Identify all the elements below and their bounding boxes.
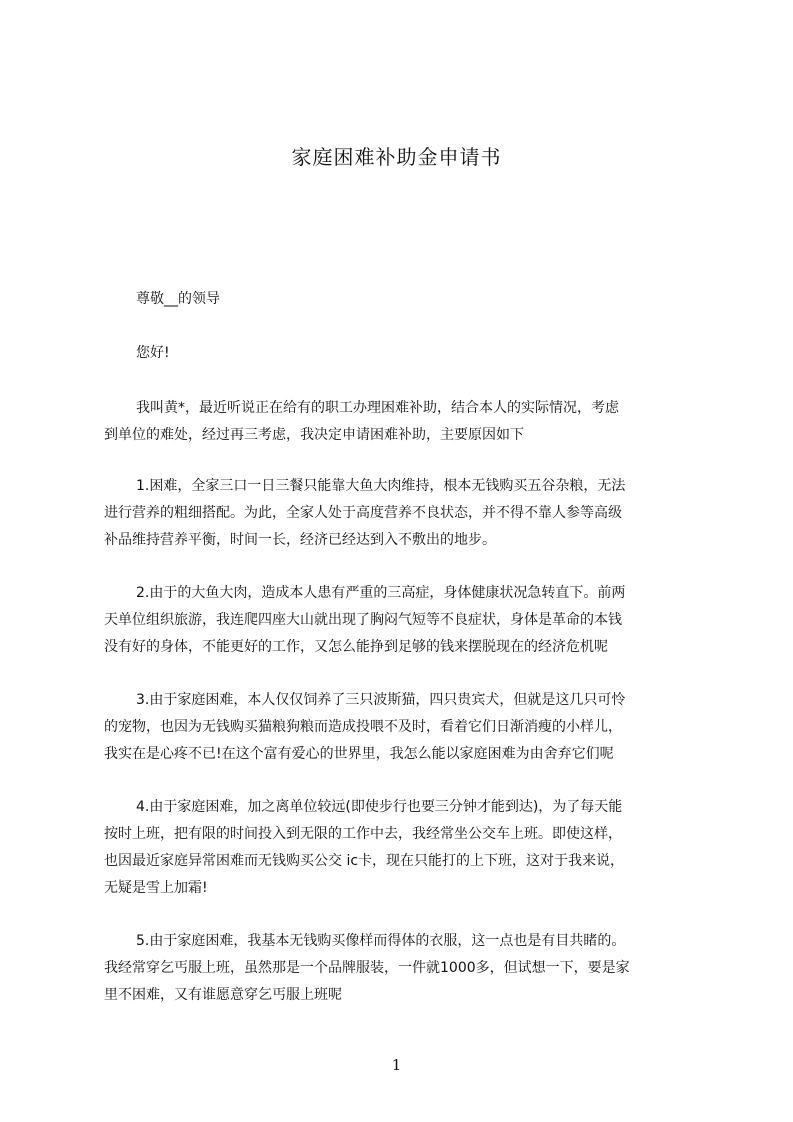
paragraph-line: 我叫黄*，最近听说正在给有的职工办理困难补助，结合本人的实际情况，考虑 xyxy=(136,400,619,416)
paragraph-line: 里不困难，又有谁愿意穿乞丐服上班呢 xyxy=(104,987,342,1003)
paragraph-line: 无疑是雪上加霜! xyxy=(104,880,208,896)
salutation-line: 尊敬__的领导 xyxy=(136,291,220,307)
paragraph-line: 到单位的难处，经过再三考虑，我决定申请困难补助，主要原因如下 xyxy=(104,427,524,443)
paragraph-line: 3.由于家庭困难，本人仅仅饲养了三只波斯猫，四只贵宾犬，但就是这几只可怜 xyxy=(136,692,626,708)
paragraph-reason-1 xyxy=(104,473,700,554)
paragraph-line: 的宠物，也因为无钱购买猫粮狗粮而造成投喂不及时，看着它们日渐消瘦的小样儿， xyxy=(104,719,622,735)
greeting xyxy=(104,340,700,367)
paragraph-intro xyxy=(104,395,700,449)
salutation xyxy=(104,286,700,313)
paragraph-line: 按时上班，把有限的时间投入到无限的工作中去，我经常坐公交车上班。即使这样， xyxy=(104,826,622,842)
paragraph-line: 没有好的身体，不能更好的工作，又怎么能挣到足够的钱来摆脱现在的经济危机呢 xyxy=(104,639,608,655)
paragraph-reason-4 xyxy=(104,794,700,902)
paragraph-line: 4.由于家庭困难，加之离单位较远(即使步行也要三分钟才能到达)，为了每天能 xyxy=(136,799,623,815)
paragraph-line: 也因最近家庭异常困难而无钱购买公交 ic卡，现在只能打的上下班，这对于我来说， xyxy=(104,853,625,869)
paragraph-line: 我实在是心疼不已!在这个富有爱心的世界里，我怎么能以家庭困难为由舍弃它们呢 xyxy=(104,746,614,762)
paragraph-line: 1.困难，全家三口一日三餐只能靠大鱼大肉维持，根本无钱购买五谷杂粮，无法 xyxy=(136,478,626,494)
page-number: 1 xyxy=(391,1056,402,1074)
paragraph-line: 5.由于家庭困难，我基本无钱购买像样而得体的衣服，这一点也是有目共睹的。 xyxy=(136,933,626,949)
paragraph-reason-2 xyxy=(104,580,700,661)
paragraph-reason-5 xyxy=(104,928,700,1009)
paragraph-reason-3 xyxy=(104,687,700,768)
paragraph-line: 天单位组织旅游，我连爬四座大山就出现了胸闷气短等不良症状，身体是革命的本钱 xyxy=(104,612,622,628)
greeting-line: 您好! xyxy=(136,345,170,361)
paragraph-line: 进行营养的粗细搭配。为此，全家人处于高度营养不良状态，并不得不靠人参等高级 xyxy=(104,505,622,521)
document-title: 家庭困难补助金申请书 xyxy=(291,145,502,169)
paragraph-line: 2.由于的大鱼大肉，造成本人患有严重的三高症，身体健康状况急转直下。前两 xyxy=(136,585,626,601)
paragraph-line: 补品维持营养平衡，时间一长，经济已经达到入不敷出的地步。 xyxy=(104,532,496,548)
paragraph-line: 我经常穿乞丐服上班，虽然那是一个品牌服装，一件就1000多，但试想一下，要是家 xyxy=(104,960,630,976)
